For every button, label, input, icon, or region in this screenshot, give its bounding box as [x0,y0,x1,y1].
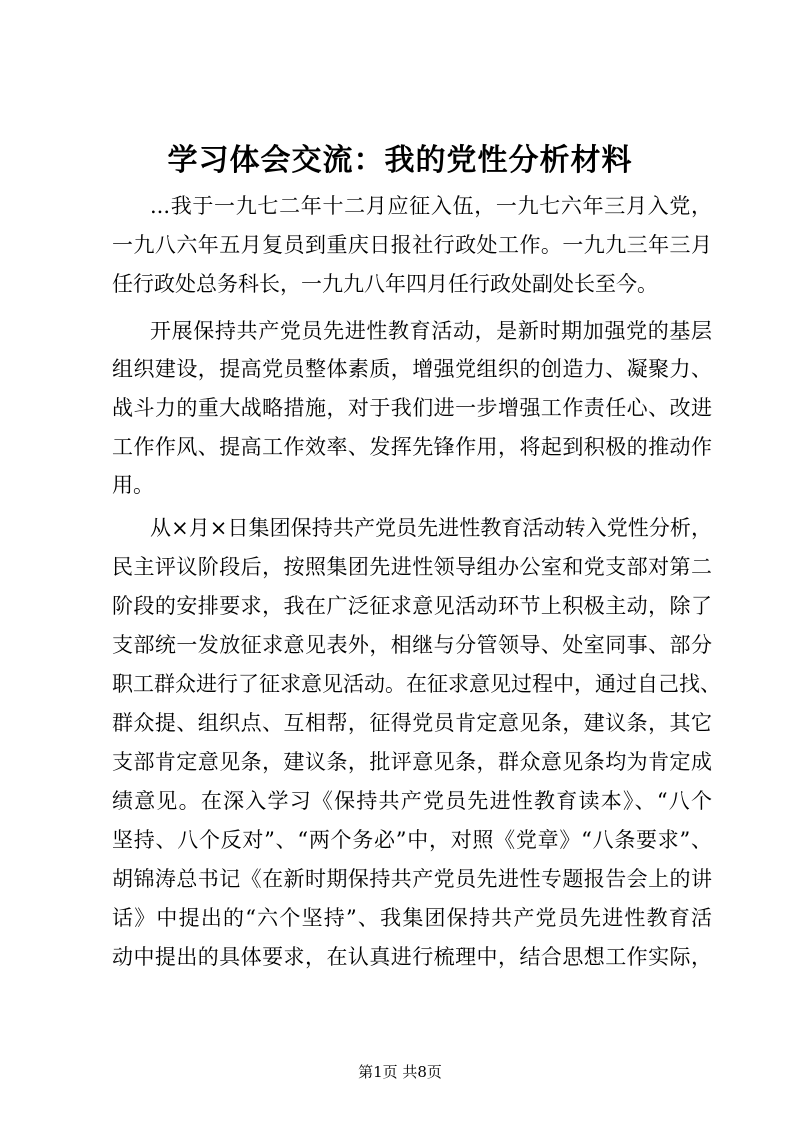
page-footer: 第1页 共8页 [358,1063,442,1081]
text-line: 支部肯定意见条，建议条，批评意见条，群众意见条均为肯定成 [112,750,712,774]
text-line: 支部统一发放征求意见表外，相继与分管领导、处室同事、部分 [112,633,712,657]
text-line: 开展保持共产党员先进性教育活动，是新时期加强党的基层 [150,319,712,343]
text-line: 绩意见。在深入学习《保持共产党员先进性教育读本》、“八个 [112,789,712,813]
document-title: 学习体会交流：我的党性分析材料 [167,143,633,178]
text-line: 一九八六年五月复员到重庆日报社行政处工作。一九九三年三月 [112,233,712,257]
text-line: 民主评议阶段后，按照集团先进性领导组办公室和党支部对第二 [112,555,712,579]
text-line: 用。 [112,473,154,497]
text-line: 战斗力的重大战略措施，对于我们进一步增强工作责任心、改进 [112,396,712,420]
text-line: 职工群众进行了征求意见活动。在征求意见过程中，通过自己找、 [112,672,721,696]
text-line: 群众提、组织点、互相帮，征得党员肯定意见条，建议条，其它 [112,711,712,735]
text-line: 胡锦涛总书记《在新时期保持共产党员先进性专题报告会上的讲 [112,867,712,891]
text-line: 阶段的安排要求，我在广泛征求意见活动环节上积极主动，除了 [112,594,712,618]
text-line: 工作作风、提高工作效率、发挥先锋作用，将起到积极的推动作 [112,435,712,459]
text-line: ...我于一九七二年十二月应征入伍，一九七六年三月入党， [150,194,712,218]
text-line: 话》中提出的“六个坚持”、我集团保持共产党员先进性教育活 [112,906,712,930]
text-line: 坚持、八个反对”、“两个务必”中，对照《党章》“八条要求”、 [112,828,712,852]
text-line: 组织建设，提高党员整体素质，增强党组织的创造力、凝聚力、 [112,357,712,381]
text-line: 从×月×日集团保持共产党员先进性教育活动转入党性分析， [150,516,712,540]
text-line: 动中提出的具体要求，在认真进行梳理中，结合思想工作实际， [112,945,712,969]
text-line: 任行政处总务科长，一九九八年四月任行政处副处长至今。 [112,272,658,296]
